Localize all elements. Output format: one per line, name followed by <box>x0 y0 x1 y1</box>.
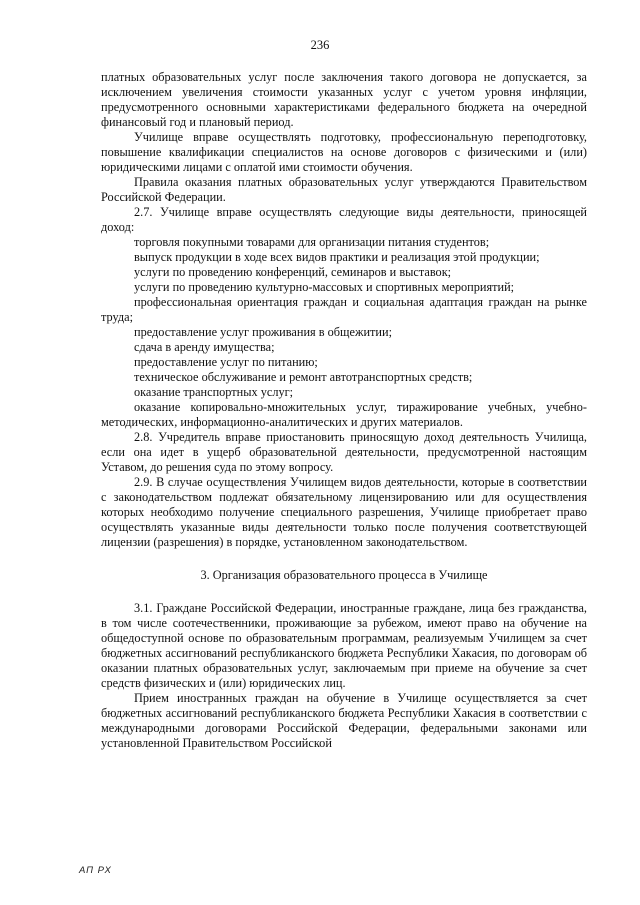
paragraph-paid-services-rules: Правила оказания платных образовательных услуг утверждаются Правительством Российской Федерации. <box>101 175 587 204</box>
list-item: оказание копировально-множительных услуг, тиражирование учебных, учебно-методических, информационно-аналитических и других материалов. <box>101 400 587 429</box>
list-item: торговля покупными товарами для организации питания студентов; <box>134 235 490 249</box>
list-item: выпуск продукции в ходе всех видов практики и реализация этой продукции; <box>134 250 540 264</box>
document-body <box>101 70 587 751</box>
section-title: 3. Организация образовательного процесса в Училище <box>200 568 488 582</box>
list-item: сдача в аренду имущества; <box>134 340 275 354</box>
list-item: предоставление услуг проживания в общежитии; <box>134 325 393 339</box>
paragraph-3-1: 3.1. Граждане Российской Федерации, иностранные граждане, лица без гражданства, в том числе соотечественники, проживающие за рубежом, имеют право на обучение на общедоступной основе по образовательным программам, реализуемым Училищем за счет бюджетных ассигнований республиканского бюджета Республики Хакасия, по договорам об оказании платных образовательных услуг, заключаемым при приеме на обучение за счет средств физических и (или) юридических лиц. <box>101 601 587 690</box>
list-item: предоставление услуг по питанию; <box>134 355 318 369</box>
paragraph-foreign-citizens: Прием иностранных граждан на обучение в Училище осуществляется за счет бюджетных ассигнований республиканского бюджета Республики Хакасия в соответствии с международными договорами Российской Федерации, федеральными законами или установленной Правительством Российской <box>101 691 587 750</box>
archive-stamp: АП РХ <box>79 865 112 876</box>
paragraph-2-8: 2.8. Учредитель вправе приостановить приносящую доход деятельность Училища, если она идет в ущерб образовательной деятельности, предусмотренной настоящим Уставом, до решения суда по этому вопросу. <box>101 430 587 474</box>
list-item: услуги по проведению конференций, семинаров и выставок; <box>134 265 452 279</box>
page-number: 236 <box>310 38 330 52</box>
paragraph-training-rights: Училище вправе осуществлять подготовку, профессиональную переподготовку, повышение квалификации специалистов на основе договоров с физическими и (или) юридическими лицами с оплатой ими стоимости обучения. <box>101 130 587 174</box>
list-item: оказание транспортных услуг; <box>134 385 294 399</box>
list-item: услуги по проведению культурно-массовых и спортивных мероприятий; <box>134 280 515 294</box>
paragraph-continuation-paid-services: платных образовательных услуг после заключения такого договора не допускается, за исключением увеличения стоимости указанных услуг с учетом уровня инфляции, предусмотренного основными характеристиками федерального бюджета на очередной финансовый год и плановый период. <box>101 70 587 129</box>
paragraph-2-7: 2.7. Училище вправе осуществлять следующие виды деятельности, приносящей доход: <box>101 205 587 234</box>
list-item: техническое обслуживание и ремонт автотранспортных средств; <box>134 370 473 384</box>
paragraph-2-9: 2.9. В случае осуществления Училищем видов деятельности, которые в соответствии с законодательством подлежат обязательному лицензированию или для осуществления которых необходимо получение специального разрешения, Училище приобретает право осуществлять указанные виды деятельности только после получения соответствующей лицензии (разрешения) в порядке, установленном законодательством. <box>101 475 587 549</box>
list-item: профессиональная ориентация граждан и социальная адаптация граждан на рынке труда; <box>101 295 587 324</box>
